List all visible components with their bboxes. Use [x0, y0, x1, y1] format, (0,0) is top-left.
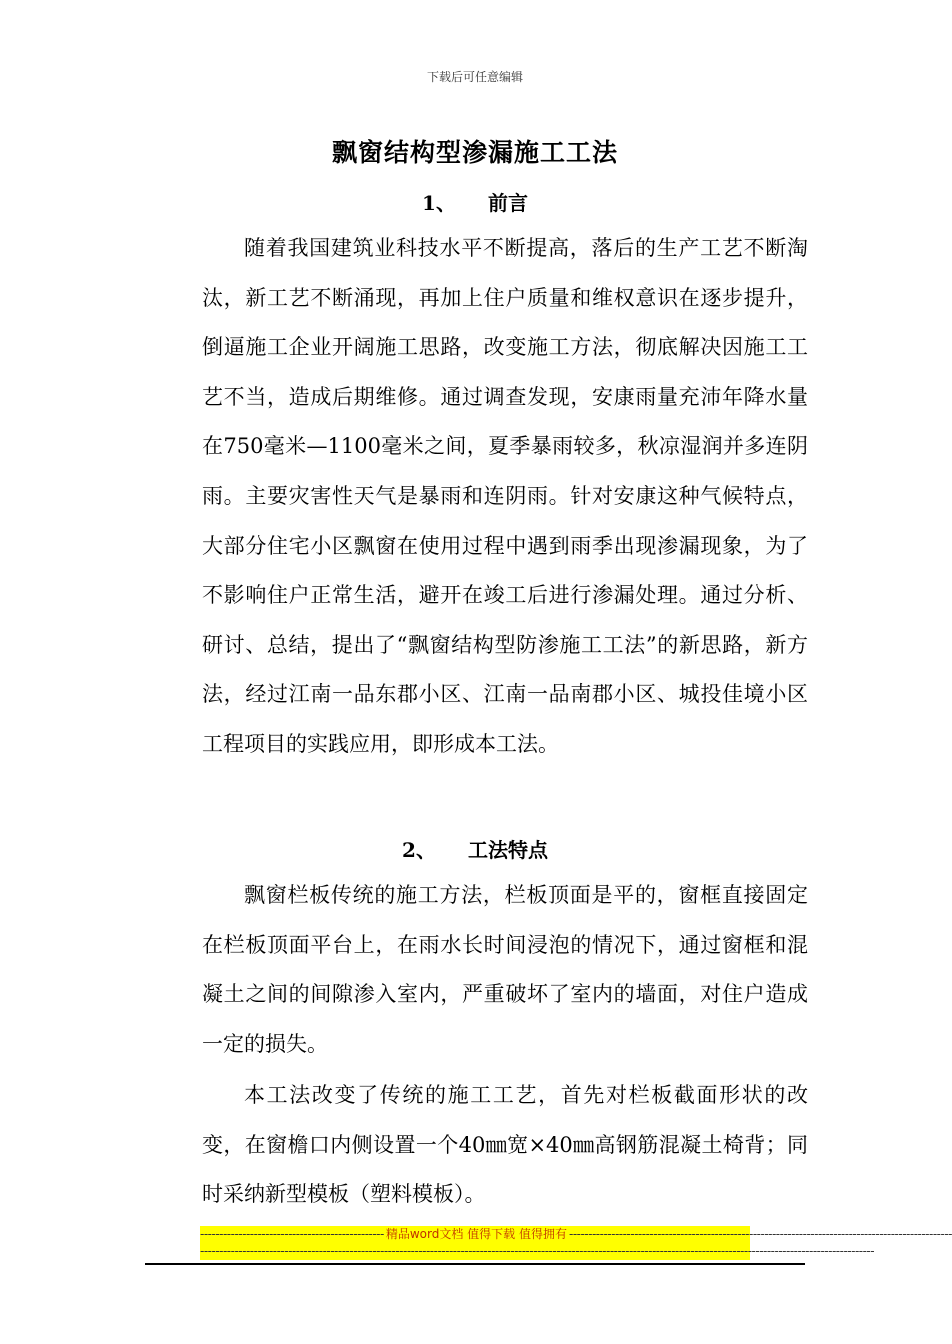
- banner-dashes-full: --------------------------------------------------------------------------------------------------------------------------------------------------------------------------------: [200, 1244, 875, 1258]
- banner-text: 精品word文档 值得下载 值得拥有: [385, 1227, 567, 1241]
- section-number: 2、: [402, 838, 436, 862]
- section-heading-text: 前言: [487, 191, 528, 215]
- banner-dashes-left: ------------------------------------------------: [200, 1227, 384, 1241]
- footer-divider: [145, 1263, 805, 1265]
- paragraph-preface: 随着我国建筑业科技水平不断提高，落后的生产工艺不断淘汰，新工艺不断涌现，再加上住户质量和维权意识在逐步提升，倒逼施工企业开阔施工思路，改变施工方法，彻底解决因施工工艺不当，造成后期维修。通过调查发现，安康雨量充沛年降水量在750毫米—1100毫米之间，夏季暴雨较多，秋凉湿润并多连阴雨。主要灾害性天气是暴雨和连阴雨。针对安康这种气候特点，大部分住宅小区飘窗在使用过程中遇到雨季出现渗漏现象，为了不影响住户正常生活，避开在竣工后进行渗漏处理。通过分析、研讨、总结，提出了“飘窗结构型防渗施工工法”的新思路，新方法，经过江南一品东郡小区、江南一品南郡小区、城投佳境小区工程项目的实践应用，即形成本工法。: [202, 236, 808, 756]
- banner-row-text: [200, 1226, 952, 1243]
- section-heading-features: [0, 834, 950, 863]
- document-title: 飘窗结构型渗漏施工工法: [331, 138, 618, 167]
- banner-dashes-right: ----------------------------------------------------------------------------------------------------: [568, 1227, 952, 1241]
- banner-row-dashes: [200, 1243, 875, 1260]
- footer-banner: [200, 1226, 952, 1260]
- page-header: 下载后可任意编辑: [426, 70, 523, 84]
- section-heading-text: 工法特点: [467, 838, 548, 862]
- section-heading-preface: [0, 187, 950, 216]
- paragraph-features-1: 飘窗栏板传统的施工方法，栏板顶面是平的，窗框直接固定在栏板顶面平台上，在雨水长时间浸泡的情况下，通过窗框和混凝土之间的间隙渗入室内，严重破坏了室内的墙面，对住户造成一定的损失。: [202, 883, 808, 1056]
- section-number: 1、: [422, 191, 456, 215]
- paragraph-features-2: 本工法改变了传统的施工工艺，首先对栏板截面形状的改变，在窗檐口内侧设置一个40㎜宽×40㎜高钢筋混凝土椅背；同时采纳新型模板（塑料模板）。: [202, 1083, 808, 1207]
